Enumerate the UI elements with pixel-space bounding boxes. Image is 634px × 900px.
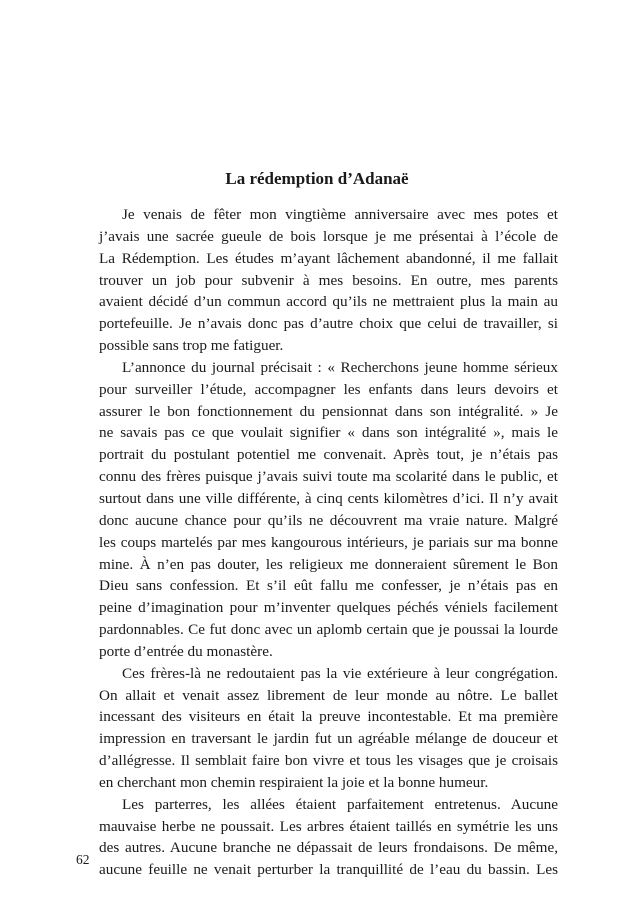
text-line: mine. À n’en pas douter, les religieux me donneraient sûrement le Bon	[99, 555, 558, 573]
text-line: L’annonce du journal précisait : « Recherchons jeune homme sérieux	[122, 358, 558, 376]
text-line: ne savais pas ce que voulait signifier « dans son intégralité », mais le	[99, 424, 558, 442]
text-line: possible sans trop me fatiguer.	[99, 337, 284, 355]
text-line: aucune feuille ne venait perturber la tranquillité de l’eau du bassin. Les	[99, 861, 558, 879]
text-line: incessant des visiteurs en était la preuve incontestable. Et ma première	[99, 708, 558, 726]
text-line: La Rédemption. Les études m’ayant lâchement abandonné, il me fallait	[99, 249, 558, 267]
paragraph	[76, 794, 558, 881]
text-line: Les parterres, les allées étaient parfaitement entretenus. Aucune	[122, 795, 558, 813]
page-number: 62	[76, 852, 90, 867]
text-line: donc aucune chance pour qu’ils ne découvrent ma vraie nature. Malgré	[99, 511, 558, 529]
text-line: d’allégresse. Il semblait faire bon vivre et tous les visages que je croisais	[99, 752, 558, 770]
text-line: porte d’entrée du monastère.	[99, 642, 273, 660]
text-line: peine d’imagination pour m’inventer quelques péchés véniels facilement	[99, 599, 558, 617]
paragraph	[76, 204, 558, 357]
text-line: Dieu sans confession. Et s’il eût fallu me confesser, je n’étais pas en	[99, 577, 558, 595]
text-line: connu des frères puisque j’avais suivi toute ma scolarité dans le public, et	[99, 468, 558, 486]
paragraph	[76, 357, 558, 663]
text-line: assurer le bon fonctionnement du pensionnat dans son intégralité. » Je	[99, 402, 558, 420]
text-line: trouver un job pour subvenir à mes besoins. En outre, mes parents	[99, 271, 558, 289]
text-line: Je venais de fêter mon vingtième anniversaire avec mes potes et	[122, 206, 558, 223]
text-line: pour surveiller l’étude, accompagner les enfants dans leurs devoirs et	[99, 380, 558, 398]
paragraph	[76, 663, 558, 794]
text-line: mauvaise herbe ne poussait. Les arbres étaient taillés en symétrie les uns	[99, 817, 558, 835]
text-line: pardonnables. Ce fut donc avec un aplomb certain que je poussai la lourde	[99, 621, 558, 639]
text-line: j’avais une sacrée gueule de bois lorsque je me présentai à l’école de	[99, 227, 558, 245]
text-line: portefeuille. Je n’avais donc pas d’autre choix que celui de travailler, si	[99, 315, 558, 333]
text-line: des autres. Aucune branche ne dépassait de leurs frondaisons. De même,	[99, 839, 558, 857]
text-line: surtout dans une ville différente, à cinq cents kilomètres d’ici. Il n’y avait	[99, 489, 558, 507]
text-line: avaient décidé d’un commun accord qu’ils ne mettraient plus la main au	[99, 293, 558, 311]
body-text	[76, 204, 558, 881]
text-line: impression en traversant le jardin fut un agréable mélange de douceur et	[99, 730, 558, 748]
text-line: portrait du postulant potentiel me convenait. Après tout, je n’étais pas	[99, 446, 558, 464]
text-line: Ces frères-là ne redoutaient pas la vie extérieure à leur congrégation.	[122, 664, 558, 682]
text-line: On allait et venait assez librement de leur monde au nôtre. Le ballet	[99, 686, 558, 704]
text-line: les coups martelés par mes kangourous intérieurs, je pariais sur ma bonne	[99, 533, 558, 551]
text-line: en cherchant mon chemin respiraient la joie et la bonne humeur.	[99, 773, 489, 791]
chapter-title: La rédemption d’Adanaë	[225, 169, 409, 188]
